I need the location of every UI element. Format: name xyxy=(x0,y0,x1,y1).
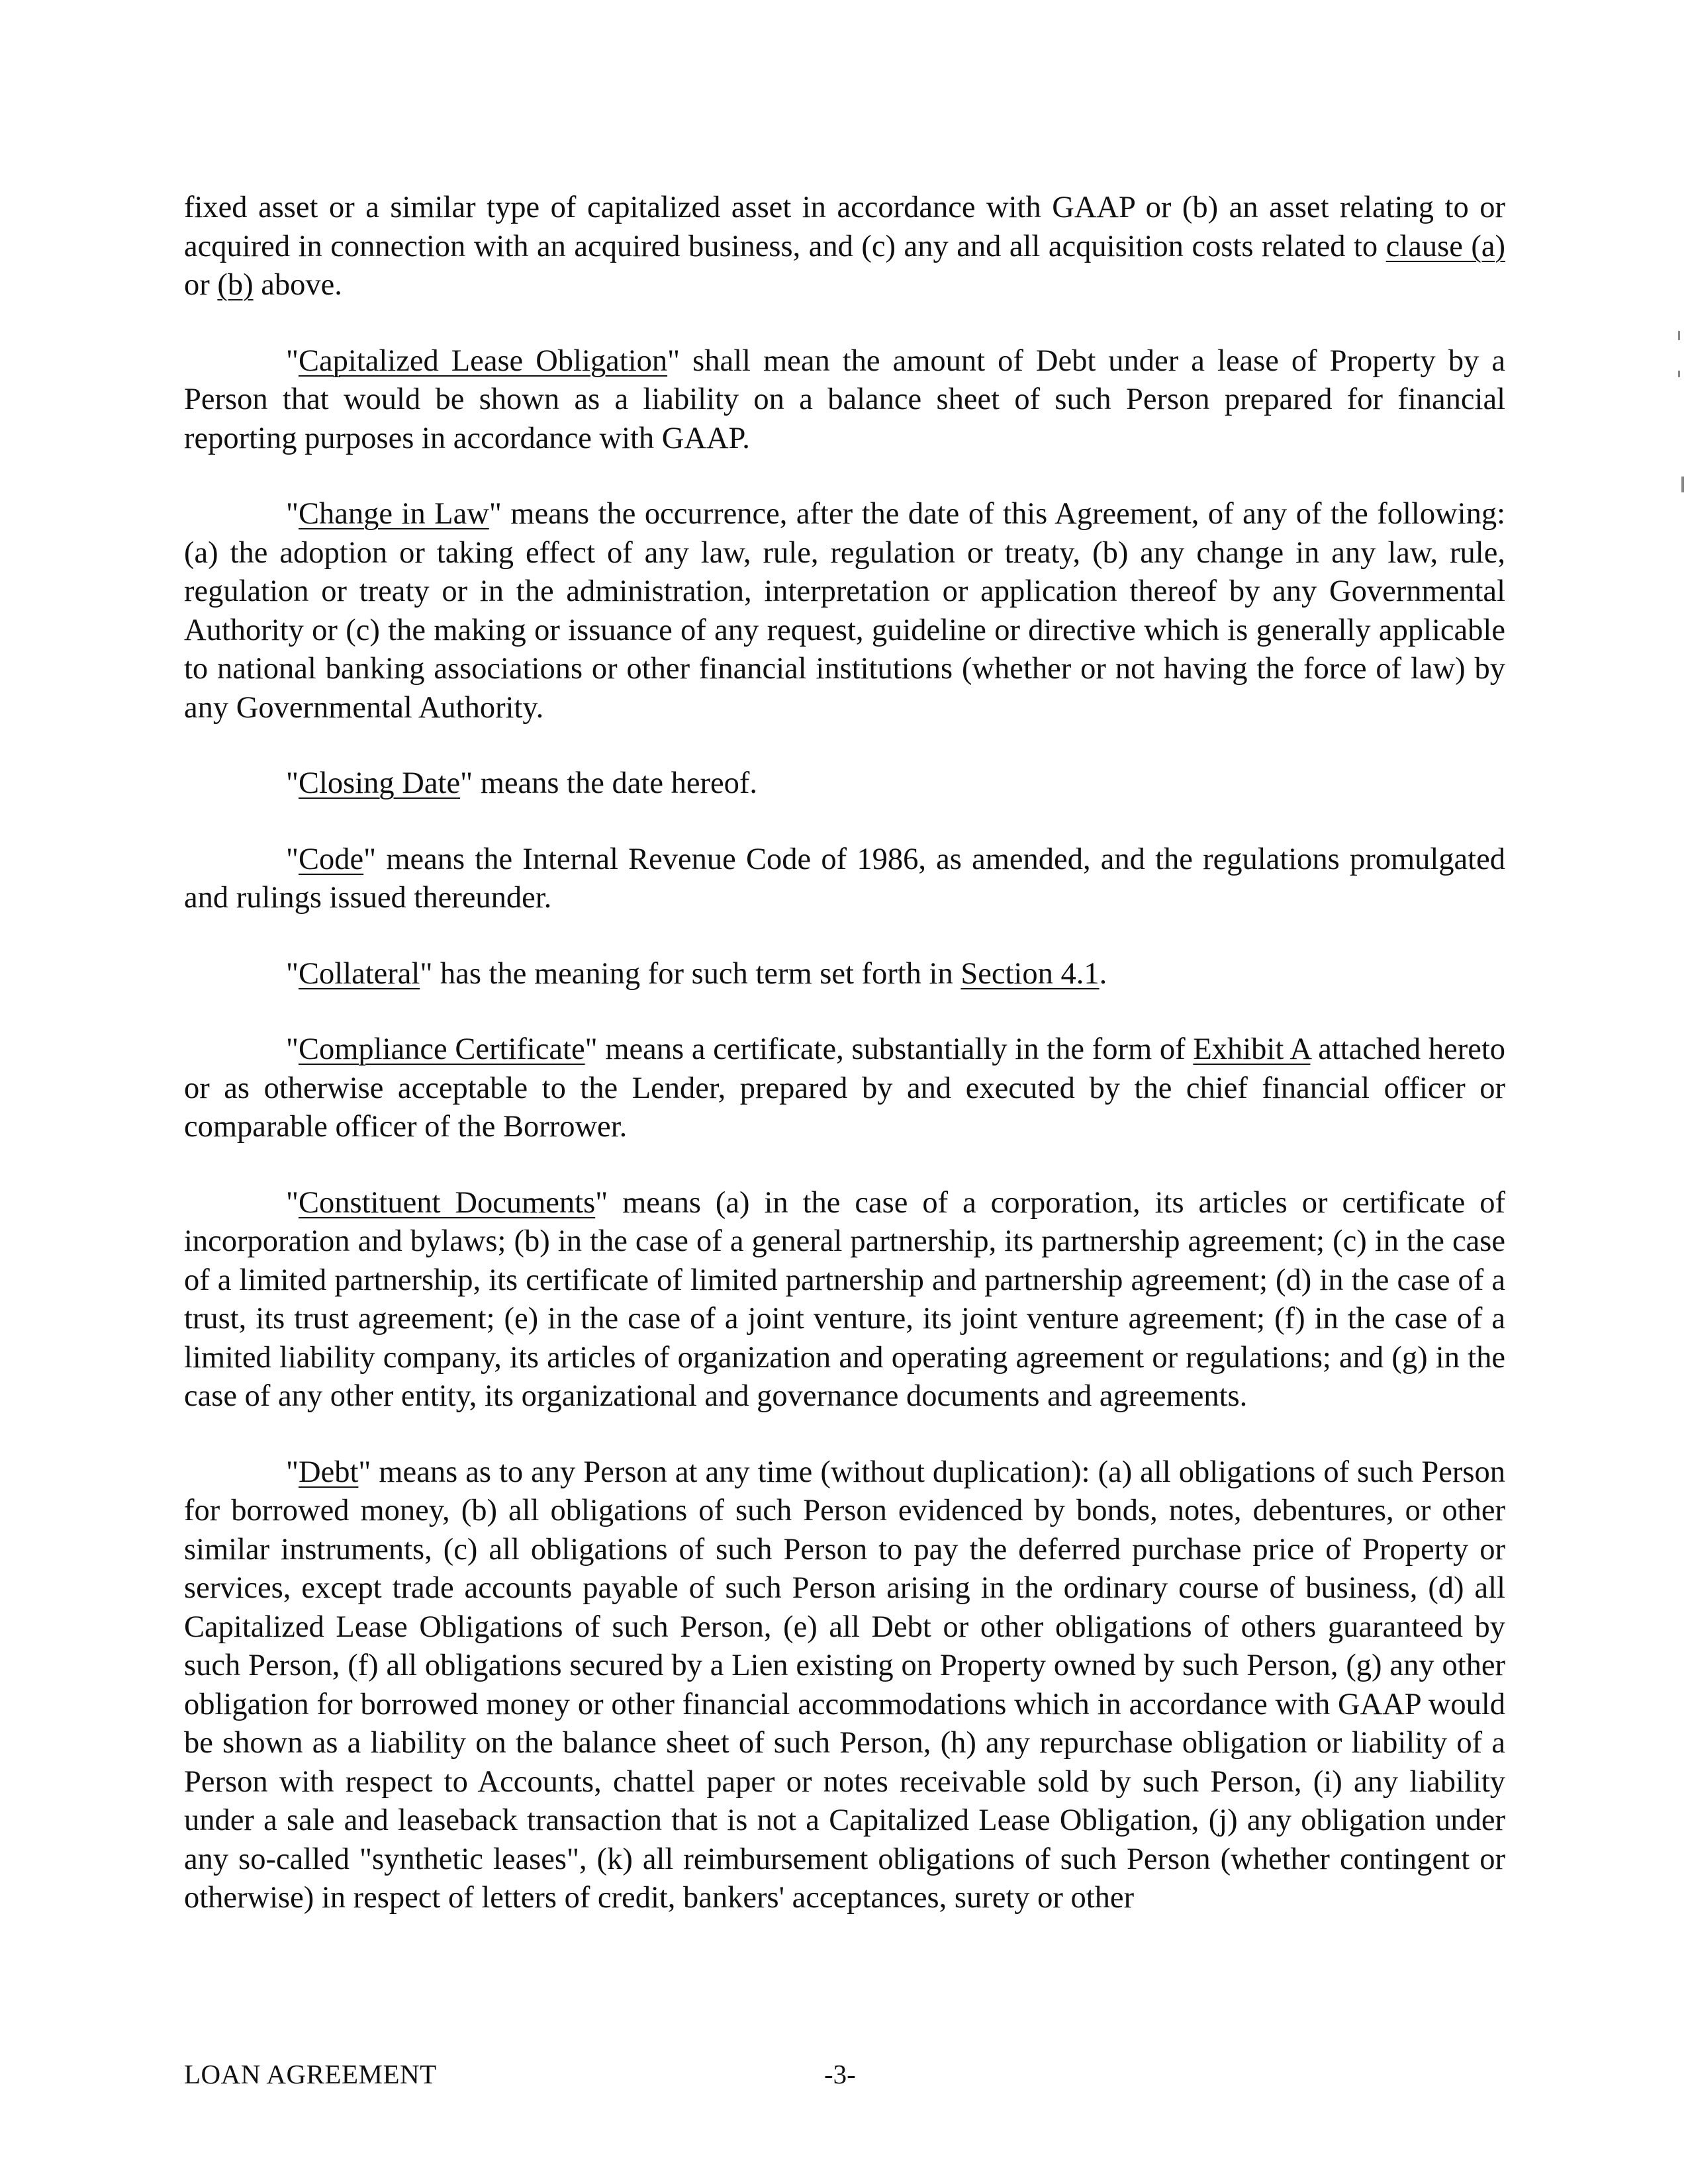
definition-constituent-documents: "Constituent Documents" means (a) in the case of a corporation, its articles or certificate of incorporation and bylaws; (b) in the case of a general partnership, its partnership agreement; (c) in the case of a limited partnership, its certificate of limited partnership and partnership agreement; (d) in the case of a trust, its trust agreement; (e) in the case of a joint venture, its joint venture agreement; (f) in the case of a limited liability company, its articles of organization and operating agreement or regulations; and (g) in the case of any other entity, its organizational and governance documents and agreements. xyxy=(184,1185,1505,1413)
definition-debt: "Debt" means as to any Person at any time (without duplication): (a) all obligations of such Person for borrowed money, (b) all obligations of such Person evidenced by bonds, notes, debentures, or other similar instruments, (c) all obligations of such Person to pay the deferred purchase price of Property or services, except trade accounts payable of such Person arising in the ordinary course of business, (d) all Capitalized Lease Obligations of such Person, (e) all Debt or other obligations of others guaranteed by such Person, (f) all obligations secured by a Lien existing on Property owned by such Person, (g) any other obligation for borrowed money or other financial accommodations which in accordance with GAAP would be shown as a liability on the balance sheet of such Person, (h) any repurchase obligation or liability of a Person with respect to Accounts, chattel paper or notes receivable sold by such Person, (i) any liability under a sale and leaseback transaction that is not a Capitalized Lease Obligation, (j) any obligation under any so-called "synthetic leases", (k) all reimbursement obligations of such Person (whether contingent or otherwise) in respect of letters of credit, bankers' acceptances, surety or other xyxy=(184,1455,1505,1915)
scan-edge-mark xyxy=(1678,331,1680,340)
definition-change-in-law: "Change in Law" means the occurrence, after the date of this Agreement, of any of the following: (a) the adoption or taking effect of any law, rule, regulation or treaty, (b) any change in any law, rule, regulation or treaty or in the administration, interpretation or application thereof by any Governmental Authority or (c) the making or issuance of any request, guideline or directive which is generally applicable to national banking associations or other financial institutions (whether or not having the force of law) by any Governmental Authority. xyxy=(184,497,1505,725)
defined-term: Collateral xyxy=(298,956,420,991)
section-reference: Section 4.1 xyxy=(961,956,1100,991)
defined-term: Closing Date xyxy=(298,766,461,800)
defined-term: Code xyxy=(298,842,364,876)
defined-term: Capitalized Lease Obligation xyxy=(298,343,668,378)
clause-b-reference: (b) xyxy=(217,268,254,302)
scan-edge-mark xyxy=(1678,371,1680,377)
defined-term: Debt xyxy=(298,1455,359,1489)
defined-term: Compliance Certificate xyxy=(298,1032,585,1066)
definition-compliance-certificate: "Compliance Certificate" means a certificate, substantially in the form of Exhibit A attached hereto or as otherwise acceptable to the Lender, prepared by and executed by the chief financial officer or comparable officer of the Borrower. xyxy=(184,1032,1506,1144)
definition-capitalized-lease-obligation: "Capitalized Lease Obligation" shall mean the amount of Debt under a lease of Property by a Person that would be shown as a liability on a balance sheet of such Person prepared for financial reporting purposes in accordance with GAAP. xyxy=(184,343,1505,455)
paragraph-capitalized-expenditures-continued: fixed asset or a similar type of capitalized asset in accordance with GAAP or (b) an asset relating to or acquired in connection with an acquired business, and (c) any and all acquisition costs related to clause (a) or (b) above. xyxy=(184,191,1506,302)
definition-collateral: "Collateral" has the meaning for such term set forth in Section 4.1. xyxy=(286,956,1107,991)
footer-document-title: LOAN AGREEMENT xyxy=(184,2059,437,2089)
exhibit-reference: Exhibit A xyxy=(1193,1032,1311,1066)
defined-term: Constituent Documents xyxy=(298,1185,596,1220)
scan-edge-mark xyxy=(1681,477,1684,492)
definition-closing-date: "Closing Date" means the date hereof. xyxy=(286,766,757,800)
footer-page-number: -3- xyxy=(824,2059,856,2089)
document-body xyxy=(184,189,1505,1955)
clause-a-reference: clause (a) xyxy=(1385,229,1506,263)
defined-term: Change in Law xyxy=(298,497,489,531)
definition-code: "Code" means the Internal Revenue Code of 1986, as amended, and the regulations promulgated and rulings issued thereunder. xyxy=(184,842,1505,915)
